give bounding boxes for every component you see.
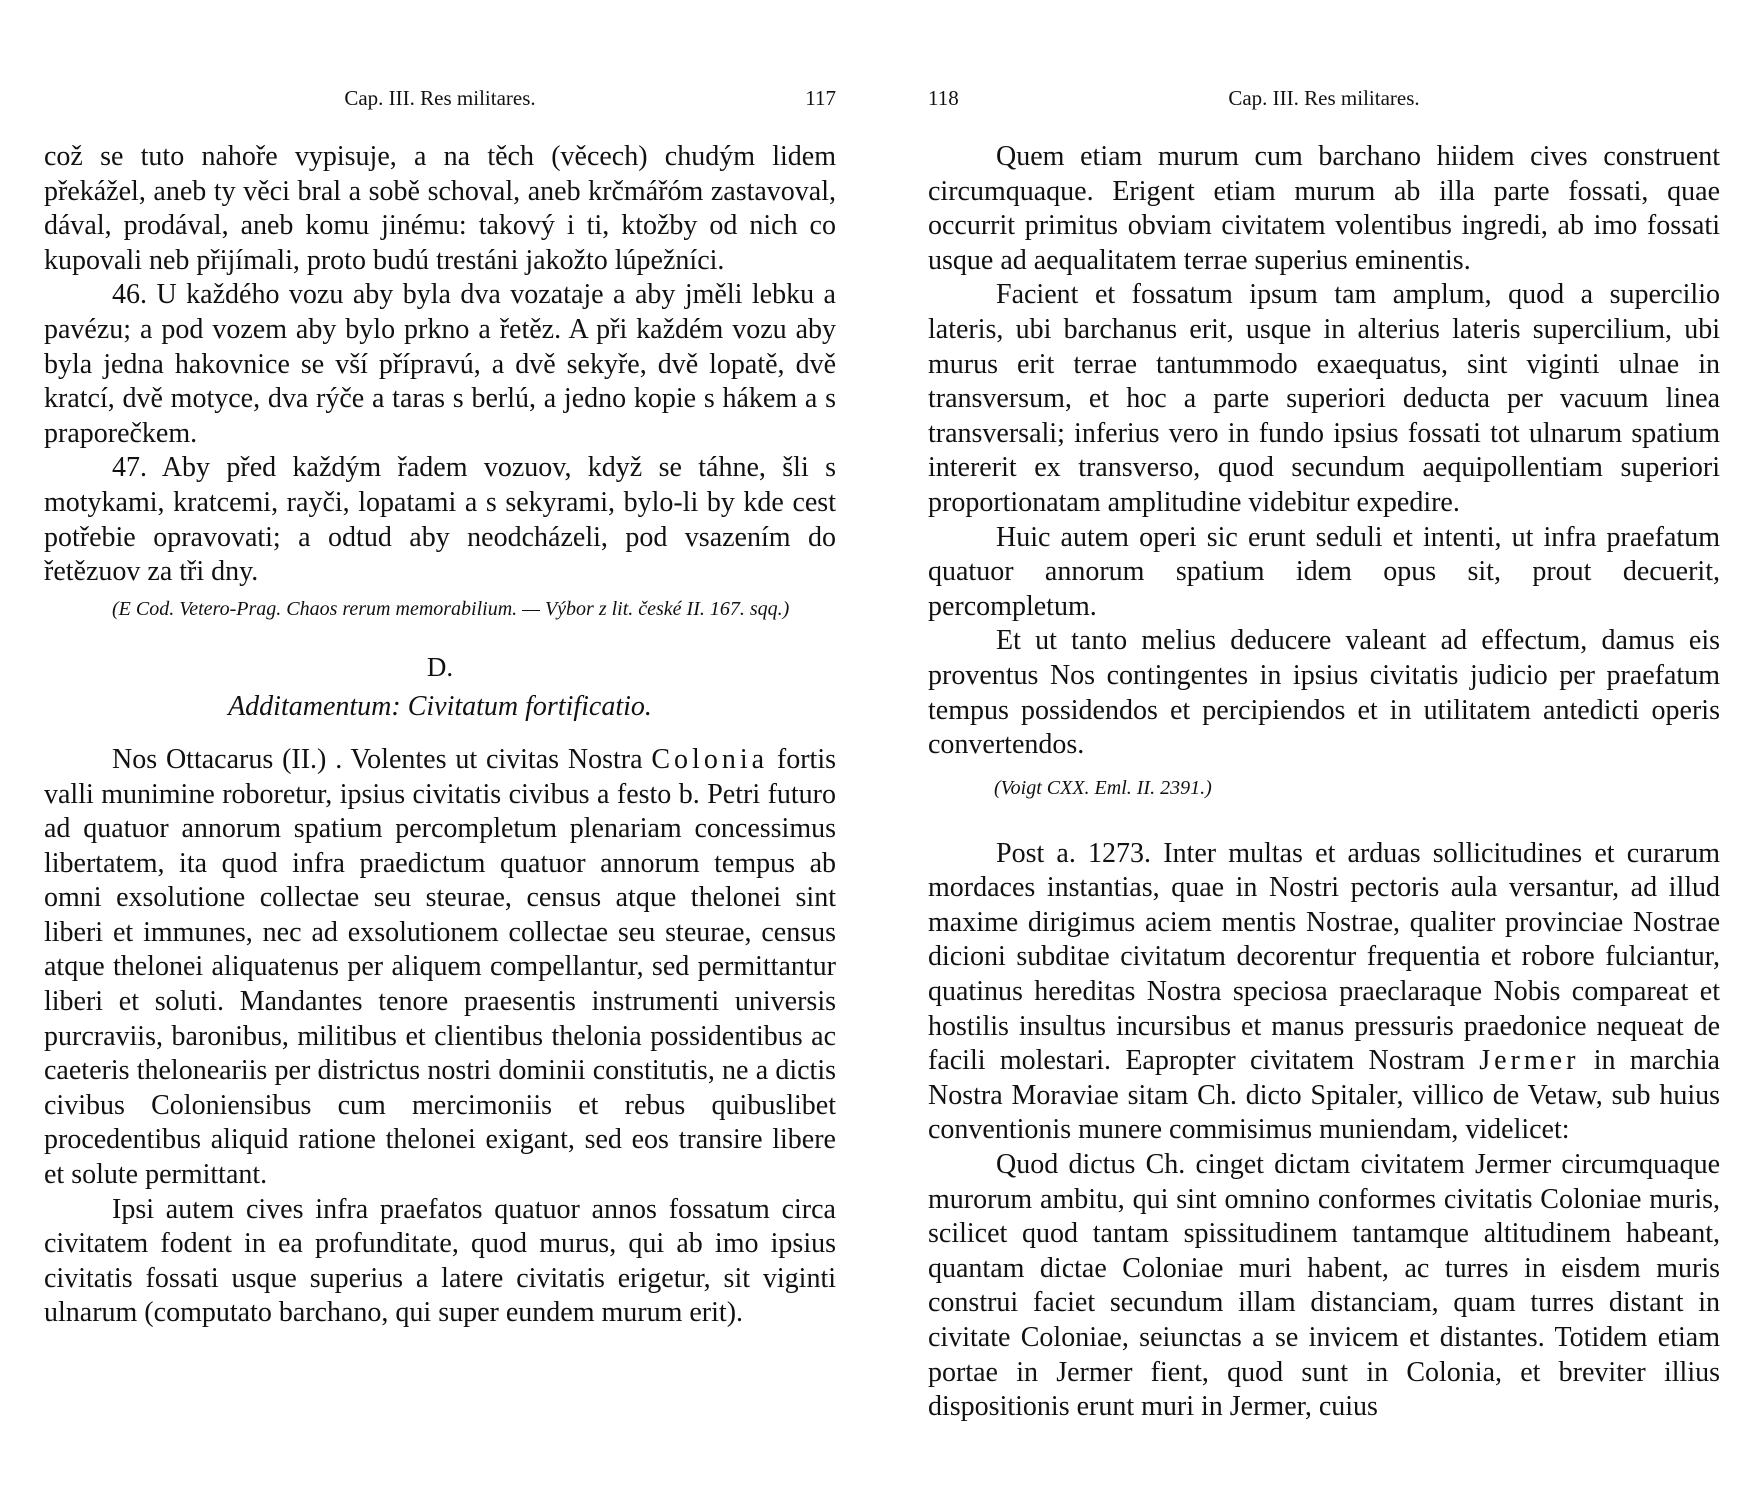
page-body <box>44 140 836 1331</box>
running-head-title: Cap. III. Res militares. <box>344 86 536 110</box>
running-head <box>928 80 1720 116</box>
right-page <box>928 0 1720 1425</box>
paragraph-charter <box>44 743 836 1193</box>
paragraph: Huic autem operi sic erunt seduli et intenti, ut infra praefatum quatuor annorum spatium idem opus sit, prout decuerit, percompletum. <box>928 521 1720 622</box>
page-number: 117 <box>805 86 836 110</box>
spaced-name: Colonia <box>651 743 769 775</box>
source-citation: (Voigt CXX. Eml. II. 2391.) <box>994 776 1212 799</box>
page-body <box>928 140 1720 1425</box>
paragraph-text: Post a. 1273. Inter multas et arduas sollicitudines et curarum mordaces instantias, quae in Nostri pectoris aula versantur, ad illud maxime dirigimus aciem mentis Nostrae, qualiter provinciae Nostrae dicioni subditae civitatum decorentur frequentia et robore fulciantur, quatinus hereditas Nostra speciosa praeclaraque Nobis compareat et hostilis insultus incursibus et manus pressuris praedonice nequeat de facili molestari. Eapropter civitatem Nostram <box>928 837 1720 1077</box>
left-page <box>44 0 836 1331</box>
source-citation: (E Cod. Vetero-Prag. Chaos rerum memorabilium. — Výbor z lit. české II. 167. sqq.) <box>112 597 790 620</box>
paragraph-text: fortis valli munimine roboretur, ipsius civitatis civibus a festo b. Petri futuro ad quatuor annorum spatium percompletum plenariam concessimus libertatem, ita quod infra praedictum quatuor annorum tempus ab omni exsolutione collectae seu steurae, census atque thelonei sint liberi et immunes, nec ad exsolutionem collectae seu steurae, census atque thelonei aliquatenus per aliquem compellantur, sed permittantur liberi et soluti. Mandantes tenore praesentis instrumenti universis purcraviis, baronibus, militibus et clientibus thelonia possidentibus ac caeteris theloneariis per districtus nostri dominii constitutis, ne a dictis civibus Coloniensibus cum mercimoniis et rebus quibuslibet procedentibus aliquid ratione thelonei exigant, sed eos transire libere et solute permittant. <box>44 743 836 1191</box>
paragraph-text: Nos Ottacarus (II.) . Volentes ut civitas Nostra <box>112 743 652 775</box>
section-title: Additamentum: Civitatum fortificatio. <box>228 691 652 723</box>
running-head <box>44 80 836 116</box>
page-number: 118 <box>928 86 959 110</box>
paragraph: Et ut tanto melius deducere valeant ad effectum, damus eis proventus Nos contingentes in ipsius civitatis judicio per praefatum tempus possidendos et percipiendos et in utilitatem antedicti operis convertendos. <box>928 625 1720 761</box>
paragraph-text: in marchia Nostra Moraviae sitam Ch. dicto Spitaler, villico de Vetaw, sub huius conventionis munere commisimus muniendam, videlicet: <box>928 1045 1720 1146</box>
paragraph-charter <box>928 837 1720 1148</box>
paragraph: Quem etiam murum cum barchano hiidem cives construent circumquaque. Erigent etiam murum ab illa parte fossati, quae occurrit primitus obviam civitatem volentibus ingredi, ab imo fossati usque ad aequalitatem terrae superius eminentis. <box>928 141 1720 276</box>
paragraph: Quod dictus Ch. cinget dictam civitatem Jermer circumquaque murorum ambitu, qui sint omnino conformes civitatis Coloniae muris, scilicet quod tantam spissitudinem tantamque altitudinem habeant, quantam dictae Coloniae muri habent, ac turres in eisdem muris construi faciet secundum illam distanciam, quam turres distant in civitate Coloniae, seiunctas a se invicem et distantes. Totidem etiam portae in Jermer fient, quod sunt in Colonia, et breviter illius dispositionis erunt muri in Jermer, cuius <box>928 1149 1720 1423</box>
paragraph: což se tuto nahoře vypisuje, a na těch (věcech) chudým lidem překážel, aneb ty věci bral a sobě schoval, aneb krčmářóm zastavoval, dával, prodával, aneb komu jinému: takový i ti, ktožby od nich co kupovali neb přijímali, proto budú trestáni jakožto lúpežníci. <box>44 141 836 276</box>
paragraph-47: 47. Aby před každým řadem vozuov, když se táhne, šli s motykami, kratcemi, rayči, lopatami a s sekyrami, bylo-li by kde cest potřebie opravovati; a odtud aby neodcházeli, pod vsazením do řetězuov za tři dny. <box>44 452 836 588</box>
paragraph-46: 46. U každého vozu aby byla dva vozataje a aby jměli lebku a pavézu; a pod vozem aby bylo prkno a řetěz. A při každém vozu aby byla jedna hakovnice se vší přípravú, a dvě sekyře, dvě lopatě, dvě kratcí, dvě motyce, dva rýče a taras s berlú, a jedno kopie s hákem a s praporečkem. <box>44 279 836 449</box>
section-letter: D. <box>426 651 454 682</box>
paragraph: Ipsi autem cives infra praefatos quatuor annos fossatum circa civitatem fodent in ea profunditate, quod murus, qui ab imo ipsius civitatis fossati usque superius a latere civitatis erigetur, sit viginti ulnarum (computato barchano, qui super eundem murum erit). <box>44 1193 836 1329</box>
paragraph: Facient et fossatum ipsum tam amplum, quod a supercilio lateris, ubi barchanus erit, usque in alterius lateris supercilium, ubi murus erit terrae tantummodo exaequatus, sint viginti ulnae in transversum, et hoc a parte superiori deducta per vacuum linea transversali; inferius vero in fundo ipsius fossati tot ulnarum spatium intererit ex transverso, quod secundum aequipollentiam superiori proportionatam amplitudine videbitur expedire. <box>928 279 1720 518</box>
spaced-name: Jermer <box>1479 1045 1580 1077</box>
running-head-title: Cap. III. Res militares. <box>1228 86 1420 110</box>
